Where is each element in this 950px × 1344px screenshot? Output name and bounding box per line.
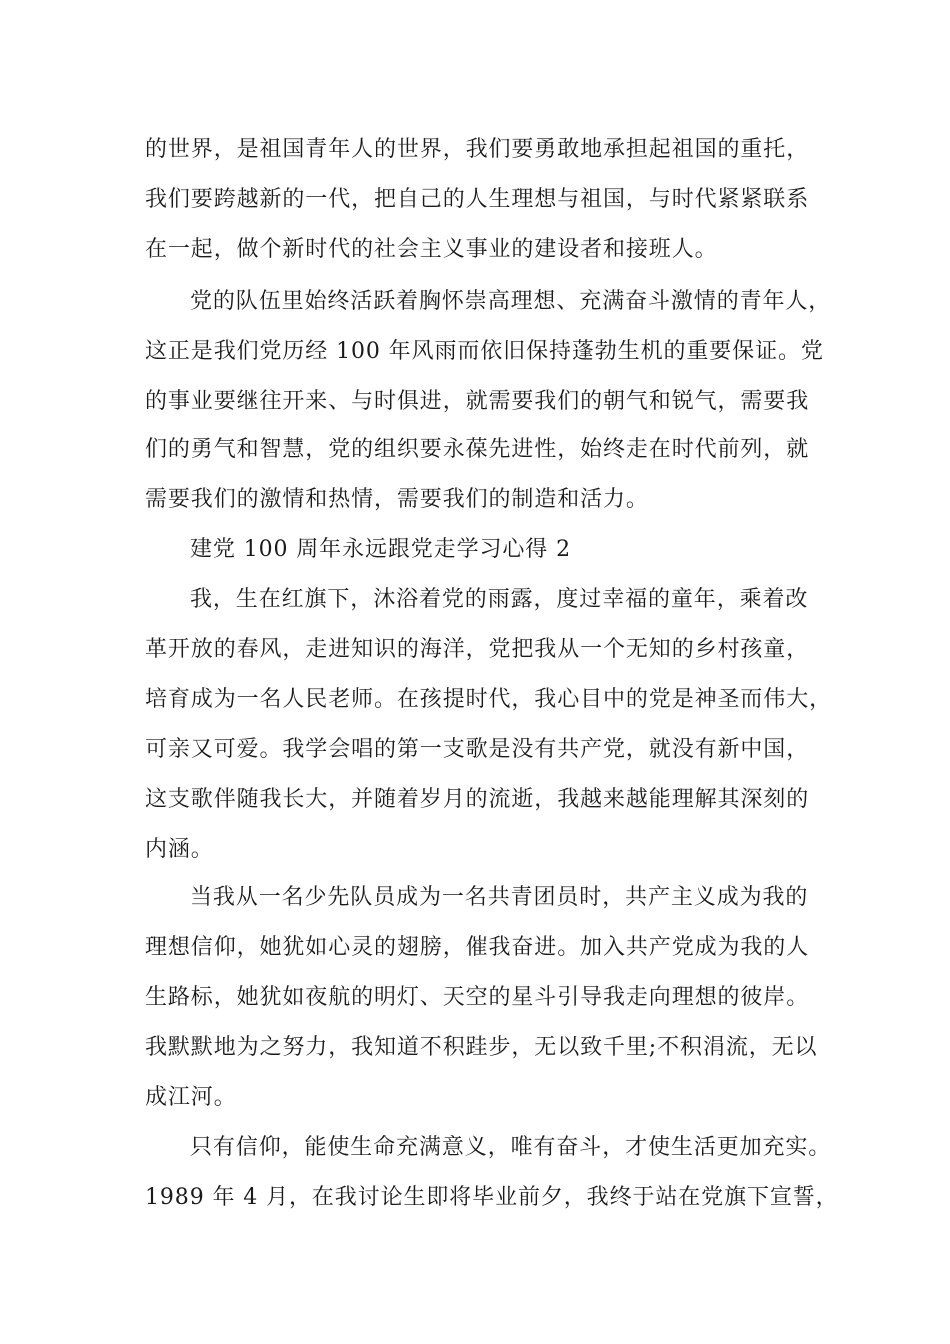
text-line: 成江河。: [145, 1085, 237, 1110]
text-line: 1989 年 4 月，在我讨论生即将毕业前夕，我终于站在党旗下宣誓，: [145, 1185, 839, 1210]
text-line: 需要我们的激情和热情，需要我们的制造和活力。: [145, 487, 649, 512]
paragraph-start: 当我从一名少先队员成为一名共青团员时，共产主义成为我的: [190, 885, 809, 910]
text-line: 我们要跨越新的一代，把自己的人生理想与祖国，与时代紧紧联系: [145, 187, 810, 212]
text-line: 我默默地为之努力，我知道不积跬步，无以致千里;不积涓流，无以: [145, 1035, 818, 1060]
text-line: 的事业要继往开来、与时俱进，就需要我们的朝气和锐气，需要我: [145, 389, 810, 414]
text-line: 生路标，她犹如夜航的明灯、天空的星斗引导我走向理想的彼岸。: [145, 985, 810, 1010]
text-line: 们的勇气和智慧，党的组织要永葆先进性，始终走在时代前列，就: [145, 437, 810, 462]
paragraph-start: 党的队伍里始终活跃着胸怀崇高理想、充满奋斗激情的青年人，: [190, 289, 832, 314]
text-line: 内涵。: [145, 837, 214, 862]
text-line: 这正是我们党历经 100 年风雨而依旧保持蓬勃生机的重要保证。党: [145, 339, 824, 364]
section-heading: 建党 100 周年永远跟党走学习心得 2: [190, 537, 571, 562]
text-line: 理想信仰，她犹如心灵的翅膀，催我奋进。加入共产党成为我的人: [145, 935, 810, 960]
text-line: 的世界，是祖国青年人的世界，我们要勇敢地承担起祖国的重托，: [145, 137, 810, 162]
text-line: 在一起，做个新时代的社会主义事业的建设者和接班人。: [145, 237, 718, 262]
text-line: 培育成为一名人民老师。在孩提时代，我心目中的党是神圣而伟大，: [145, 687, 833, 712]
text-line: 革开放的春风，走进知识的海洋，党把我从一个无知的乡村孩童，: [145, 637, 810, 662]
text-line: 可亲又可爱。我学会唱的第一支歌是没有共产党，就没有新中国，: [145, 737, 810, 762]
paragraph-start: 只有信仰，能使生命充满意义，唯有奋斗，才使生活更加充实。: [190, 1135, 832, 1160]
paragraph-start: 我，生在红旗下，沐浴着党的雨露，度过幸福的童年，乘着改: [190, 587, 809, 612]
text-line: 这支歌伴随我长大，并随着岁月的流逝，我越来越能理解其深刻的: [145, 787, 810, 812]
